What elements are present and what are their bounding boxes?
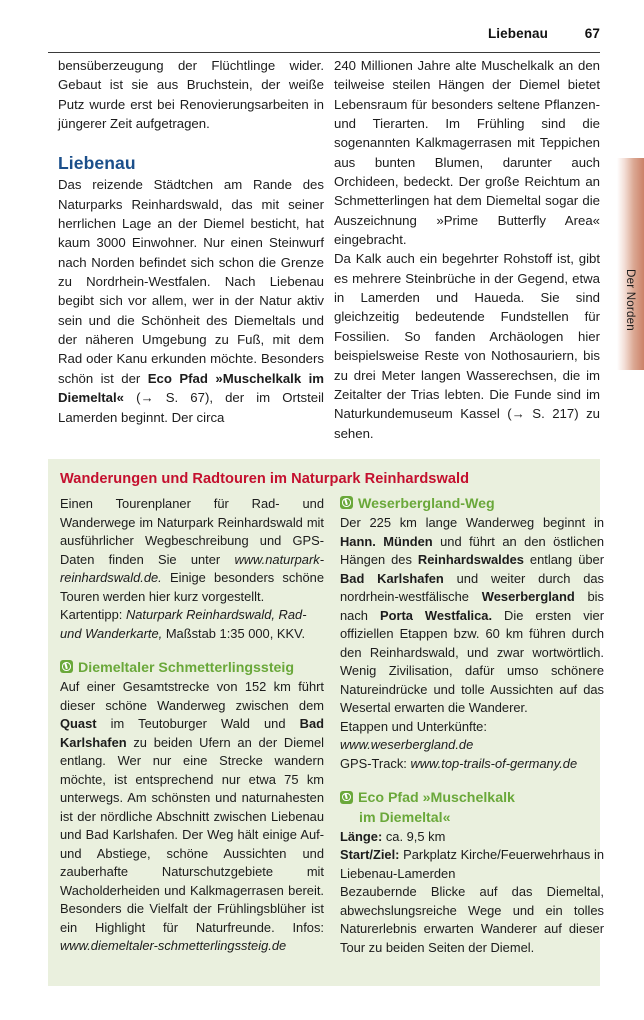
subhead-eco-pfad-muschelkalk	[340, 773, 604, 827]
page-number: 67	[584, 26, 600, 41]
running-head	[48, 26, 600, 53]
paragraph-start-ziel	[340, 846, 604, 883]
paragraph-kartentipp	[60, 606, 324, 643]
paragraph-etappen	[340, 718, 604, 755]
text-run-bold: Porta Westfalica.	[379, 607, 493, 623]
paragraph-muschelkalk: 240 Millionen Jahre alte Muschelkalk an den teilweise steilen Hängen der Diemel bietet Lebensraum für besonders seltene Pflanzen- und Tierarten. Im Frühling sind die sogenannten Kalkmagerrasen mit Teppichen aus bunten Blumen, darunter auch Orchideen, bedeckt. Der große Reichtum an Schmetterlingen hat dem Diemeltal sogar die Auszeichnung »Prime Butterfly Area« eingebracht.	[334, 58, 600, 248]
paragraph-laenge	[340, 828, 604, 847]
laenge-label: Länge:	[340, 828, 383, 844]
text-run: Das reizende Städtchen am Rande des Naturparks Reinhardswald, das mit seiner herrlichen Lage an der Diemel besticht, hat kaum 3000 Einwohner. Nur einen Steinwurf nach Norden befindet sich schon die Grenze zu Nordrhein-Westfalen. Nach Liebenau begibt sich vor allem, wer in der Natur aktiv sein und die Schönheit des Diemeltals und der näheren Umgebung zu Fuß, mit dem Rad oder Kanu erkunden möchte. Besonders schön ist der	[58, 177, 324, 386]
text-run-bold: Bad Karlshafen	[340, 570, 444, 586]
text-run: (→ S. 67), der im Ortsteil Lamerden beginnt. Der circa	[58, 390, 324, 425]
laenge-value: ca. 9,5 km	[382, 828, 446, 844]
kartentipp-title: Naturpark Reinhardswald, Rad- und Wanderkarte,	[60, 607, 307, 641]
text-run-bold: Eco Pfad »Muschelkalk im Diemeltal«	[58, 370, 324, 406]
text-run: Auf einer Gesamtstrecke von 152 km führt dieser schöne Wanderweg zwischen dem	[60, 679, 324, 713]
body-column-left	[58, 56, 324, 427]
subhead-diemeltaler-schmetterlingssteig	[60, 643, 324, 678]
info-box-column-right	[340, 495, 604, 957]
subhead-label-line2: im Diemeltal«	[359, 809, 451, 826]
running-head-title: Liebenau	[487, 26, 548, 41]
subhead-label-line1: Eco Pfad »Muschelkalk	[358, 790, 515, 807]
text-run: und führt an den östlichen Hängen des	[340, 533, 604, 568]
paragraph-continuation: bensüberzeugung der Flüchtlinge wider. Gebaut ist sie aus Bruchstein, der weiße Putz wurde erst bei Renovierungsarbeiten in jüngerer Zeit aufgetragen.	[58, 58, 324, 132]
text-run: entlang über	[523, 552, 604, 568]
eco-pfad-marker-icon	[340, 791, 353, 804]
start-ziel-value: Parkplatz Kirche/Feuerwehrhaus in Liebenau-Lamerden	[340, 847, 604, 881]
paragraph-weserbergland-weg	[340, 514, 604, 718]
info-box-wanderungen	[48, 459, 604, 986]
text-run-bold: Reinhardswaldes	[417, 552, 524, 568]
text-run: Die ersten vier offiziellen Etappen bzw. 60 km führen durch den Reinhardswald, und zwar wortwörtlich. Wenig Zivilisation, dafür umso schönere Natureindrücke und tolle Aussichten auf das Wesertal erwarten die Wanderer.	[340, 607, 604, 716]
paragraph-liebenau	[58, 175, 324, 426]
link-top-trails-of-germany[interactable]: www.top-trails-of-germany.de	[410, 755, 578, 771]
text-run: Einen Tourenplaner für Rad- und Wanderwege im Naturpark Reinhardswald mit ausführlicher Wegbeschreibung und GPS-Daten finden Sie unter	[60, 496, 324, 567]
text-run: zu beiden Ufern an der Diemel entlang. Wer nur eine Strecke wandern möchte, ist entsprechend nur etwa 75 km unterwegs. Am schönsten und naturnahesten ist der nördliche Abschnitt zwischen Liebenau und Bad Karlshafen. Der Weg hält einige Auf- und Abstiege, schöne Aussichten und zauberhafte Naturschutzgebiete mit Wacholderheiden und Kalkmagerrasen bereit. Besonders die Vielfalt der Frühlingsblüher ist ein Highlight für Naturfreunde. Infos:	[60, 734, 324, 935]
info-box-columns	[58, 495, 604, 981]
text-run: und weiter durch das nordrhein-westfälische	[340, 570, 604, 605]
subhead-weserbergland-weg	[340, 495, 604, 514]
subhead-label: Weserbergland-Weg	[358, 496, 495, 512]
text-run-bold: Hann. Münden	[340, 533, 433, 549]
info-box-title: Wanderungen und Radtouren im Naturpark Reinhardswald	[60, 471, 470, 487]
text-run: Einige besonders schöne Touren werden hier kurz vorgestellt.	[60, 570, 324, 604]
subhead-label: Diemeltaler Schmetterlingssteig	[78, 660, 295, 676]
paragraph-schmetterlingssteig	[60, 678, 324, 956]
start-ziel-label: Start/Ziel:	[340, 847, 400, 862]
eco-pfad-marker-icon	[340, 496, 353, 509]
eco-pfad-marker-icon	[60, 660, 73, 673]
info-box-column-left	[60, 495, 324, 956]
paragraph-kalk: Da Kalk auch ein begehrter Rohstoff ist, gibt es mehrere Steinbrüche in der Gegend, etwa in Lamerden und Haueda. Sie sind gleichzeitig bedeutende Fundstellen für Fossilien. So fanden Archäologen hier beispielsweise Reste von Nothosauriern, bis zu drei Meter langen Wasserechsen, die im Zeitalter der Trias lebten. Die Funde sind im Naturkundemuseum Kassel (→ S. 217) zu sehen.	[334, 251, 600, 441]
link-diemeltaler-schmetterlingssteig[interactable]: www.diemeltaler-schmetterlingssteig.de	[60, 938, 287, 954]
text-run-bold: Weserbergland	[481, 589, 575, 605]
text-run-bold: Quast	[60, 716, 97, 732]
text-run-bold: Bad Karlshafen	[60, 716, 324, 750]
kartentipp-label: Kartentipp:	[60, 607, 126, 622]
paragraph-eco-pfad-description: Bezaubernde Blicke auf das Diemeltal, abwechslungsreiche Wege und ein tolles Naturerlebnis erwarten Wanderer auf dieser Tour zu beiden Seiten der Diemel.	[340, 884, 604, 955]
text-run: bis nach	[340, 589, 604, 623]
body-column-right	[334, 56, 600, 443]
page-title: Liebenau	[58, 153, 136, 174]
paragraph-tourenplaner	[60, 495, 324, 606]
link-weserbergland[interactable]: www.weserbergland.de	[340, 737, 474, 753]
etappen-label: Etappen und Unterkünfte:	[340, 718, 487, 734]
text-run: im Teutoburger Wald und	[96, 716, 300, 732]
gps-label: GPS-Track:	[340, 755, 411, 771]
kartentipp-rest: Maßstab 1:35 000, KKV.	[162, 625, 306, 641]
text-run: Der 225 km lange Wanderweg beginnt in	[340, 515, 604, 531]
link-naturpark-reinhardswald[interactable]: www.naturpark-reinhardswald.de.	[60, 551, 324, 585]
chapter-thumb-tab-label: Der Norden	[624, 269, 637, 331]
paragraph-gps-track	[340, 755, 604, 774]
